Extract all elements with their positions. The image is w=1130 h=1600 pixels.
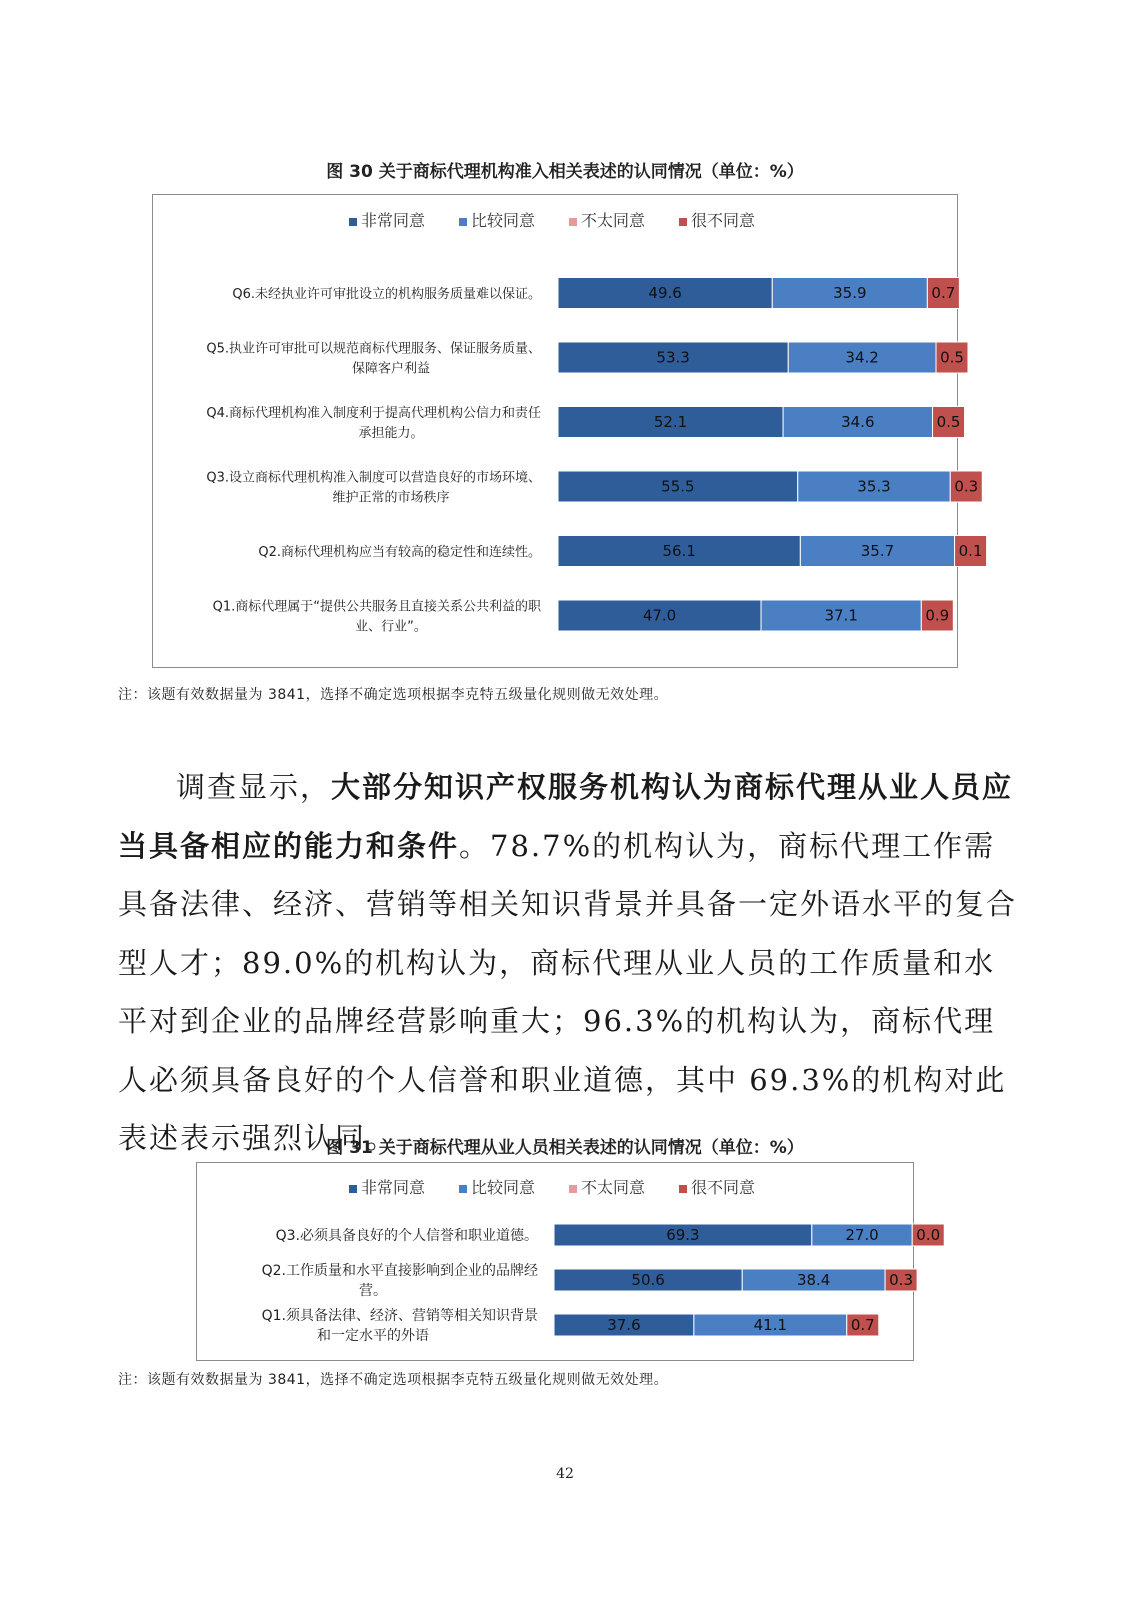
category-label: Q6.未经执业许可审批设立的机构服务质量难以保证。 — [232, 287, 541, 302]
figure31-caption: 图 31 关于商标代理从业人员相关表述的认同情况（单位：%） — [326, 1138, 804, 1158]
paragraph-rest: 。78.7%的机构认为，商标代理工作需具备法律、经济、营销等相关知识背景并具备一定外语水平的复合型人才；89.0%的机构认为，商标代理从业人员的工作质量和水平对到企业的品牌经营影响重大；96.3%的机构认为，商标代理人必须具备良好的个人信誉和职业道德，其中 69.3%的机构对此表述表示强烈认同。 — [118, 828, 1018, 1155]
value-label: 69.3 — [666, 1226, 700, 1244]
category-label: 维护正常的市场秩序 — [332, 490, 450, 506]
legend-relatively-agree-swatch — [459, 218, 467, 226]
legend-not-quite-agree-swatch — [569, 1185, 577, 1193]
category-label: Q1.商标代理属于“提供公共服务且直接关系公共利益的职 — [212, 599, 541, 615]
value-label: 50.6 — [631, 1271, 665, 1289]
category-label: Q4.商标代理机构准入制度利于提高代理机构公信力和责任 — [206, 406, 541, 421]
value-label: 56.1 — [662, 542, 696, 560]
category-label: Q2.工作质量和水平直接影响到企业的品牌经 — [261, 1263, 538, 1279]
value-label: 55.5 — [661, 477, 695, 496]
category-label: 保障客户利益 — [351, 361, 431, 377]
value-label: 0.5 — [936, 413, 961, 431]
category-label: Q2.商标代理机构应当有较高的稳定性和连续性。 — [258, 545, 541, 560]
figure30-svg — [153, 195, 983, 667]
legend-not-quite-agree-label: 不太同意 — [581, 211, 646, 230]
figure30-caption: 图 30 关于商标代理机构准入相关表述的认同情况（单位：%） — [326, 162, 804, 182]
value-label: 0.5 — [940, 348, 964, 367]
legend-relatively-agree-label: 比较同意 — [471, 211, 536, 230]
value-label: 53.3 — [656, 348, 690, 367]
legend-strongly-disagree-swatch — [679, 218, 687, 226]
value-label: 0.3 — [954, 477, 979, 496]
value-label: 38.4 — [796, 1271, 831, 1289]
figure30-note: 注：该题有效数据量为 3841，选择不确定选项根据李克特五级量化规则做无效处理。 — [118, 687, 669, 703]
legend-very-agree-swatch — [349, 218, 357, 226]
paragraph-lead: 调查显示， — [176, 770, 332, 804]
category-label: 和一定水平的外语 — [317, 1328, 429, 1344]
value-label: 47.0 — [642, 606, 677, 625]
figure31-chart — [196, 1162, 941, 1361]
legend-relatively-agree-swatch — [459, 1185, 467, 1193]
value-label: 35.3 — [857, 477, 891, 496]
category-label: 业、行业”。 — [355, 619, 427, 635]
category-label: Q3.必须具备良好的个人信誉和职业道德。 — [275, 1228, 538, 1244]
value-label: 27.0 — [845, 1226, 879, 1244]
value-label: 0.3 — [889, 1271, 914, 1289]
body-paragraph — [118, 758, 1018, 1168]
legend-very-agree-swatch — [349, 1185, 357, 1193]
value-label: 34.6 — [841, 413, 875, 431]
category-label: Q5.执业许可审批可以规范商标代理服务、保证服务质量、 — [206, 341, 541, 357]
value-label: 0.7 — [931, 284, 956, 302]
value-label: 0.1 — [958, 542, 983, 560]
legend-not-quite-agree-label: 不太同意 — [581, 1178, 646, 1197]
paragraph-bold: 大部分知识产权服务机构认为商标代理从业人员应当具备相应的能力和条件 — [118, 770, 1014, 863]
value-label: 35.9 — [833, 284, 867, 302]
category-label: Q1.须具备法律、经济、营销等相关知识背景 — [261, 1308, 538, 1324]
value-label: 0.9 — [925, 606, 950, 625]
legend-relatively-agree-label: 比较同意 — [471, 1178, 536, 1197]
category-label: Q3.设立商标代理机构准入制度可以营造良好的市场环境、 — [206, 470, 541, 486]
legend-strongly-disagree-swatch — [679, 1185, 687, 1193]
value-label: 0.7 — [850, 1316, 875, 1334]
figure31-note: 注：该题有效数据量为 3841，选择不确定选项根据李克特五级量化规则做无效处理。 — [118, 1372, 669, 1388]
category-label: 营。 — [359, 1283, 387, 1299]
value-label: 37.1 — [824, 606, 858, 625]
value-label: 52.1 — [653, 413, 688, 431]
legend-very-agree-label: 非常同意 — [361, 211, 426, 230]
legend-very-agree-label: 非常同意 — [361, 1178, 426, 1197]
value-label: 41.1 — [753, 1316, 788, 1334]
category-label: 承担能力。 — [358, 426, 424, 441]
page-number: 42 — [556, 1466, 574, 1482]
value-label: 0.0 — [916, 1226, 941, 1244]
value-label: 34.2 — [845, 348, 879, 367]
legend-strongly-disagree-label: 很不同意 — [691, 211, 756, 230]
value-label: 37.6 — [607, 1316, 641, 1334]
legend-not-quite-agree-swatch — [569, 218, 577, 226]
figure31-svg — [197, 1163, 941, 1360]
value-label: 49.6 — [648, 284, 682, 302]
figure30-chart — [152, 194, 983, 668]
value-label: 35.7 — [860, 542, 895, 560]
legend-strongly-disagree-label: 很不同意 — [691, 1178, 756, 1197]
